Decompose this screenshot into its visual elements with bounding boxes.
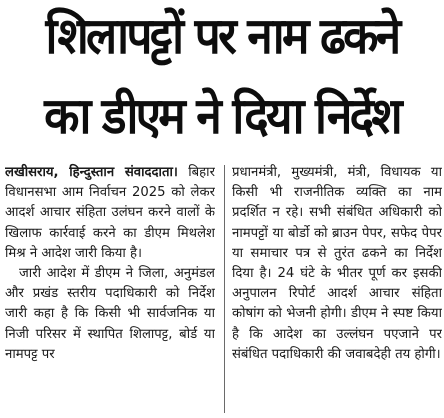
column-divider: [224, 165, 225, 413]
headline-line-2: का डीएम ने दिया निर्देश: [44, 87, 400, 145]
headline-line-1: शिलापट्टों पर नाम ढकने: [45, 7, 399, 65]
dateline: लखीसराय, हिन्दुस्तान संवाददाता।: [5, 165, 178, 180]
left-paragraph-1-text: बिहार विधानसभा आम निर्वाचन 2025 को लेकर आदर्श आचार संहिता उलंघन करने वालों के खिलाफ कार्रवाई करने का डीएम मिथलेश मिश्र ने आदेश जारी किया है।: [5, 165, 215, 261]
article-column-left: [5, 163, 215, 365]
right-paragraph-1: प्रधानमंत्री, मुख्यमंत्री, मंत्री, विधायक या किसी भी राजनीतिक व्यक्ति का नाम प्रदर्शित न रहे। सभी संबंधित अधिकारी को नामपट्टों या बोर्डो को ब्राउन पेपर, सफेद पेपर या समाचार पत्र से तुरंत ढकने का निर्देश दिया है। 24 घंटे के भीतर पूर्ण कर इसकी अनुपालन रिपोर्ट आदर्श आचार संहिता कोषांग को भेजनी होगी। डीएम ने स्पष्ट किया है कि आदेश का उल्लंघन पएजाने पर संबंधित पदाधिकारी की जवाबदेही तय होगी।: [232, 165, 442, 362]
left-paragraph-2: जारी आदेश में डीएम ने जिला, अनुमंडल और प्रखंड स्तरीय पदाधिकारी को निर्देश जारी कहा है कि किसी भी सार्वजनिक या निजी परिसर में स्थापित शिलापट्ट, बोर्ड या नामपट्ट पर: [5, 266, 215, 362]
left-paragraph-1: [5, 163, 215, 264]
article-column-right: [232, 163, 442, 365]
